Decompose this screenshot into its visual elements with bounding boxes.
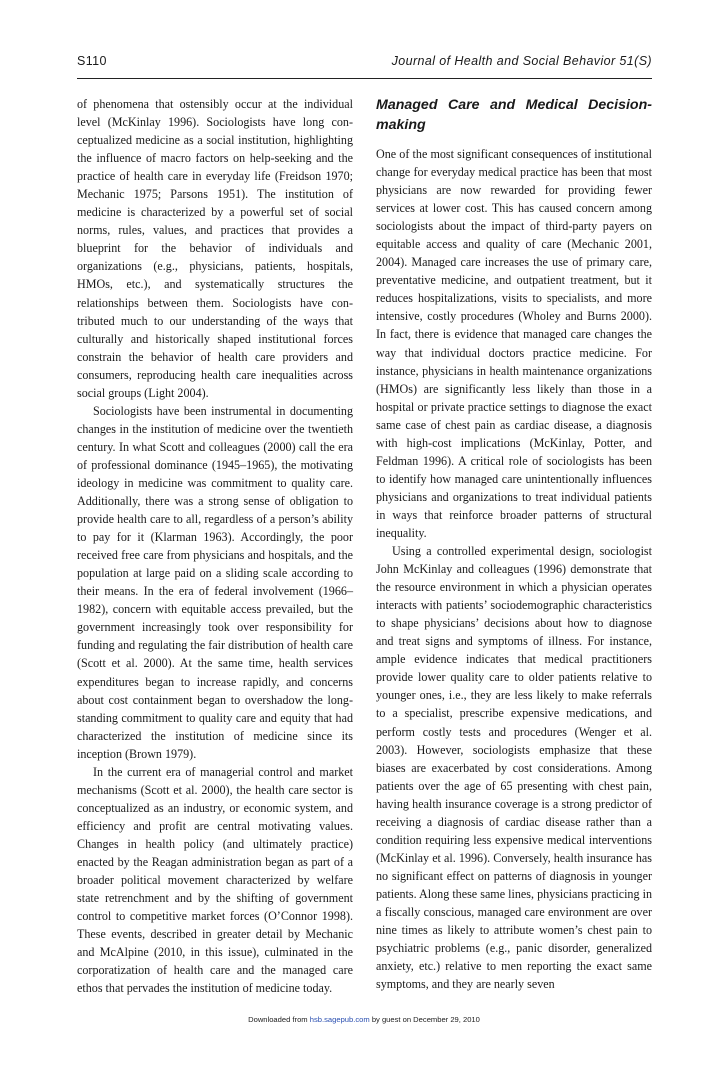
body-paragraph: In the current era of managerial control and market mechanisms (Scott et al. 2000), the health care sector is conceptualized as an industry, or economic system, and efficiency and profit are central motivating values. Changes in health policy (and ultimately practice) enacted by the Reagan administration began as part of a broader political movement characterized by welfare state retrenchment and by the shifting of government control to competitive market forces (O’Connor 1998). These events, described in greater detail by Mechanic and McAlpine (2010, in this issue), culminated in the corporatization of health care and the managed care ethos that pervades the institution of medicine today.: [77, 764, 353, 996]
section-heading: Managed Care and Medical Decision-making: [376, 97, 652, 133]
download-footer: [0, 1015, 728, 1024]
page-number: S110: [77, 54, 107, 68]
body-paragraph: Using a controlled experimental design, sociologist John McKinlay and colleagues (1996) demonstrate that the resource environment in which a physician operates interacts with patients’ sociodemographic characteristics to shape physicians’ decisions about how to diagnose and treat signs and symptoms of illness. For instance, ample evidence indicates that medical practitioners provide lower quality care to older patients relative to younger ones, i.e., they are less likely to make referrals to a specialist, prescribe expensive medications, and perform costly tests and procedures (Wenger et al. 2003). However, sociologists emphasize that these biases are exacerbated by cost considerations. Among patients over the age of 65 presenting with chest pain, having health insurance coverage is a strong predictor of receiving a diagnosis of cardiac disease rather than a condition requiring less expensive medical interventions (McKinlay et al. 1996). Conversely, health insurance has no significant effect on patterns of diagnosis in younger patients. Along these same lines, physicians practicing in a fiscally conscious, managed care environment are over nine times as likely to attribute women’s chest pain to psychiatric problems (e.g., panic disorder, generalized anxiety, etc.) relative to men reporting the exact same symptoms, and they are nearly seven: [376, 544, 652, 992]
footer-suffix: by guest on December 29, 2010: [369, 1015, 480, 1024]
left-column: [77, 95, 353, 997]
body-paragraph: of phenomena that ostensibly occur at the individual level (McKinlay 1996). Sociologists have long conceptualized medicine as a social institution, highlighting the influence of macro factors on help-seeking and the practice of health care in everyday life (Freidson 1970; Mechanic 1975; Parsons 1951). The institution of medicine is characterized by a powerful set of social norms, rules, values, and practices that provides a blueprint for the behavior of individuals and organizations (e.g., physicians, patients, hospitals, HMOs, etc.), and systematically structures the relationships between them. Sociologists have contributed much to our understanding of the ways that culturally and historically shaped institutional forces constrain the behavior of health care providers and consumers, reproducing health care inequalities across social groups (Light 2004).: [77, 97, 353, 400]
footer-prefix: Downloaded from: [248, 1015, 310, 1024]
header-rule: [77, 78, 652, 79]
body-paragraph: Sociologists have been instrumental in documenting changes in the institution of medicine over the twentieth century. In what Scott and colleagues (2000) call the era of professional dominance (1945–1965), the motivating ideology in medicine was commitment to quality care. Additionally, there was a strong sense of obligation to provide health care to all, regardless of a person’s ability to pay for it (Klarman 1963). Accordingly, the poor received free care from physicians and hospitals, and the population at large paid on a sliding scale according to their means. In the era of federal involvement (1966–1982), concern with equitable access prevailed, but the government increasingly took over responsibility for funding and regulating the fair distribution of health care (Scott et al. 2000). At the same time, health services expenditures began to increase rapidly, and concerns about cost containment began to overshadow the long-standing commitment to quality care and equity that had characterized the institution of medicine since its inception (Brown 1979).: [77, 403, 353, 761]
body-paragraph: One of the most significant consequences of institutional change for everyday medical practice has been that most physicians are now rewarded for providing fewer services at lower cost. This has caused concern among sociologists about the impact of third-party payers on equitable access and quality of care (Mechanic 2001, 2004). Managed care increases the use of primary care, preventative medicine, and outpatient treatment, but it reduces hospitalizations, visits to specialists, and more intensive, costly procedures (Wholey and Burns 2000). In fact, there is evidence that managed care changes the way that individual doctors practice medicine. For instance, physicians in health maintenance organizations (HMOs) are significantly less likely than those in a hospital or private practice settings to diagnose the exact same case of chest pain as cardiac disease, a diagnosis with high-cost implications (McKinlay, Potter, and Feldman 1996). A critical role of sociologists has been to identify how managed care unintentionally influences physicians and organizations to treat individual patients in ways that reinforce broader patterns of structural inequality.: [376, 147, 652, 540]
right-column: [376, 95, 652, 993]
source-link[interactable]: hsb.sagepub.com: [309, 1015, 370, 1024]
journal-title: Journal of Health and Social Behavior 51(S): [391, 54, 652, 68]
running-header: [77, 54, 652, 72]
